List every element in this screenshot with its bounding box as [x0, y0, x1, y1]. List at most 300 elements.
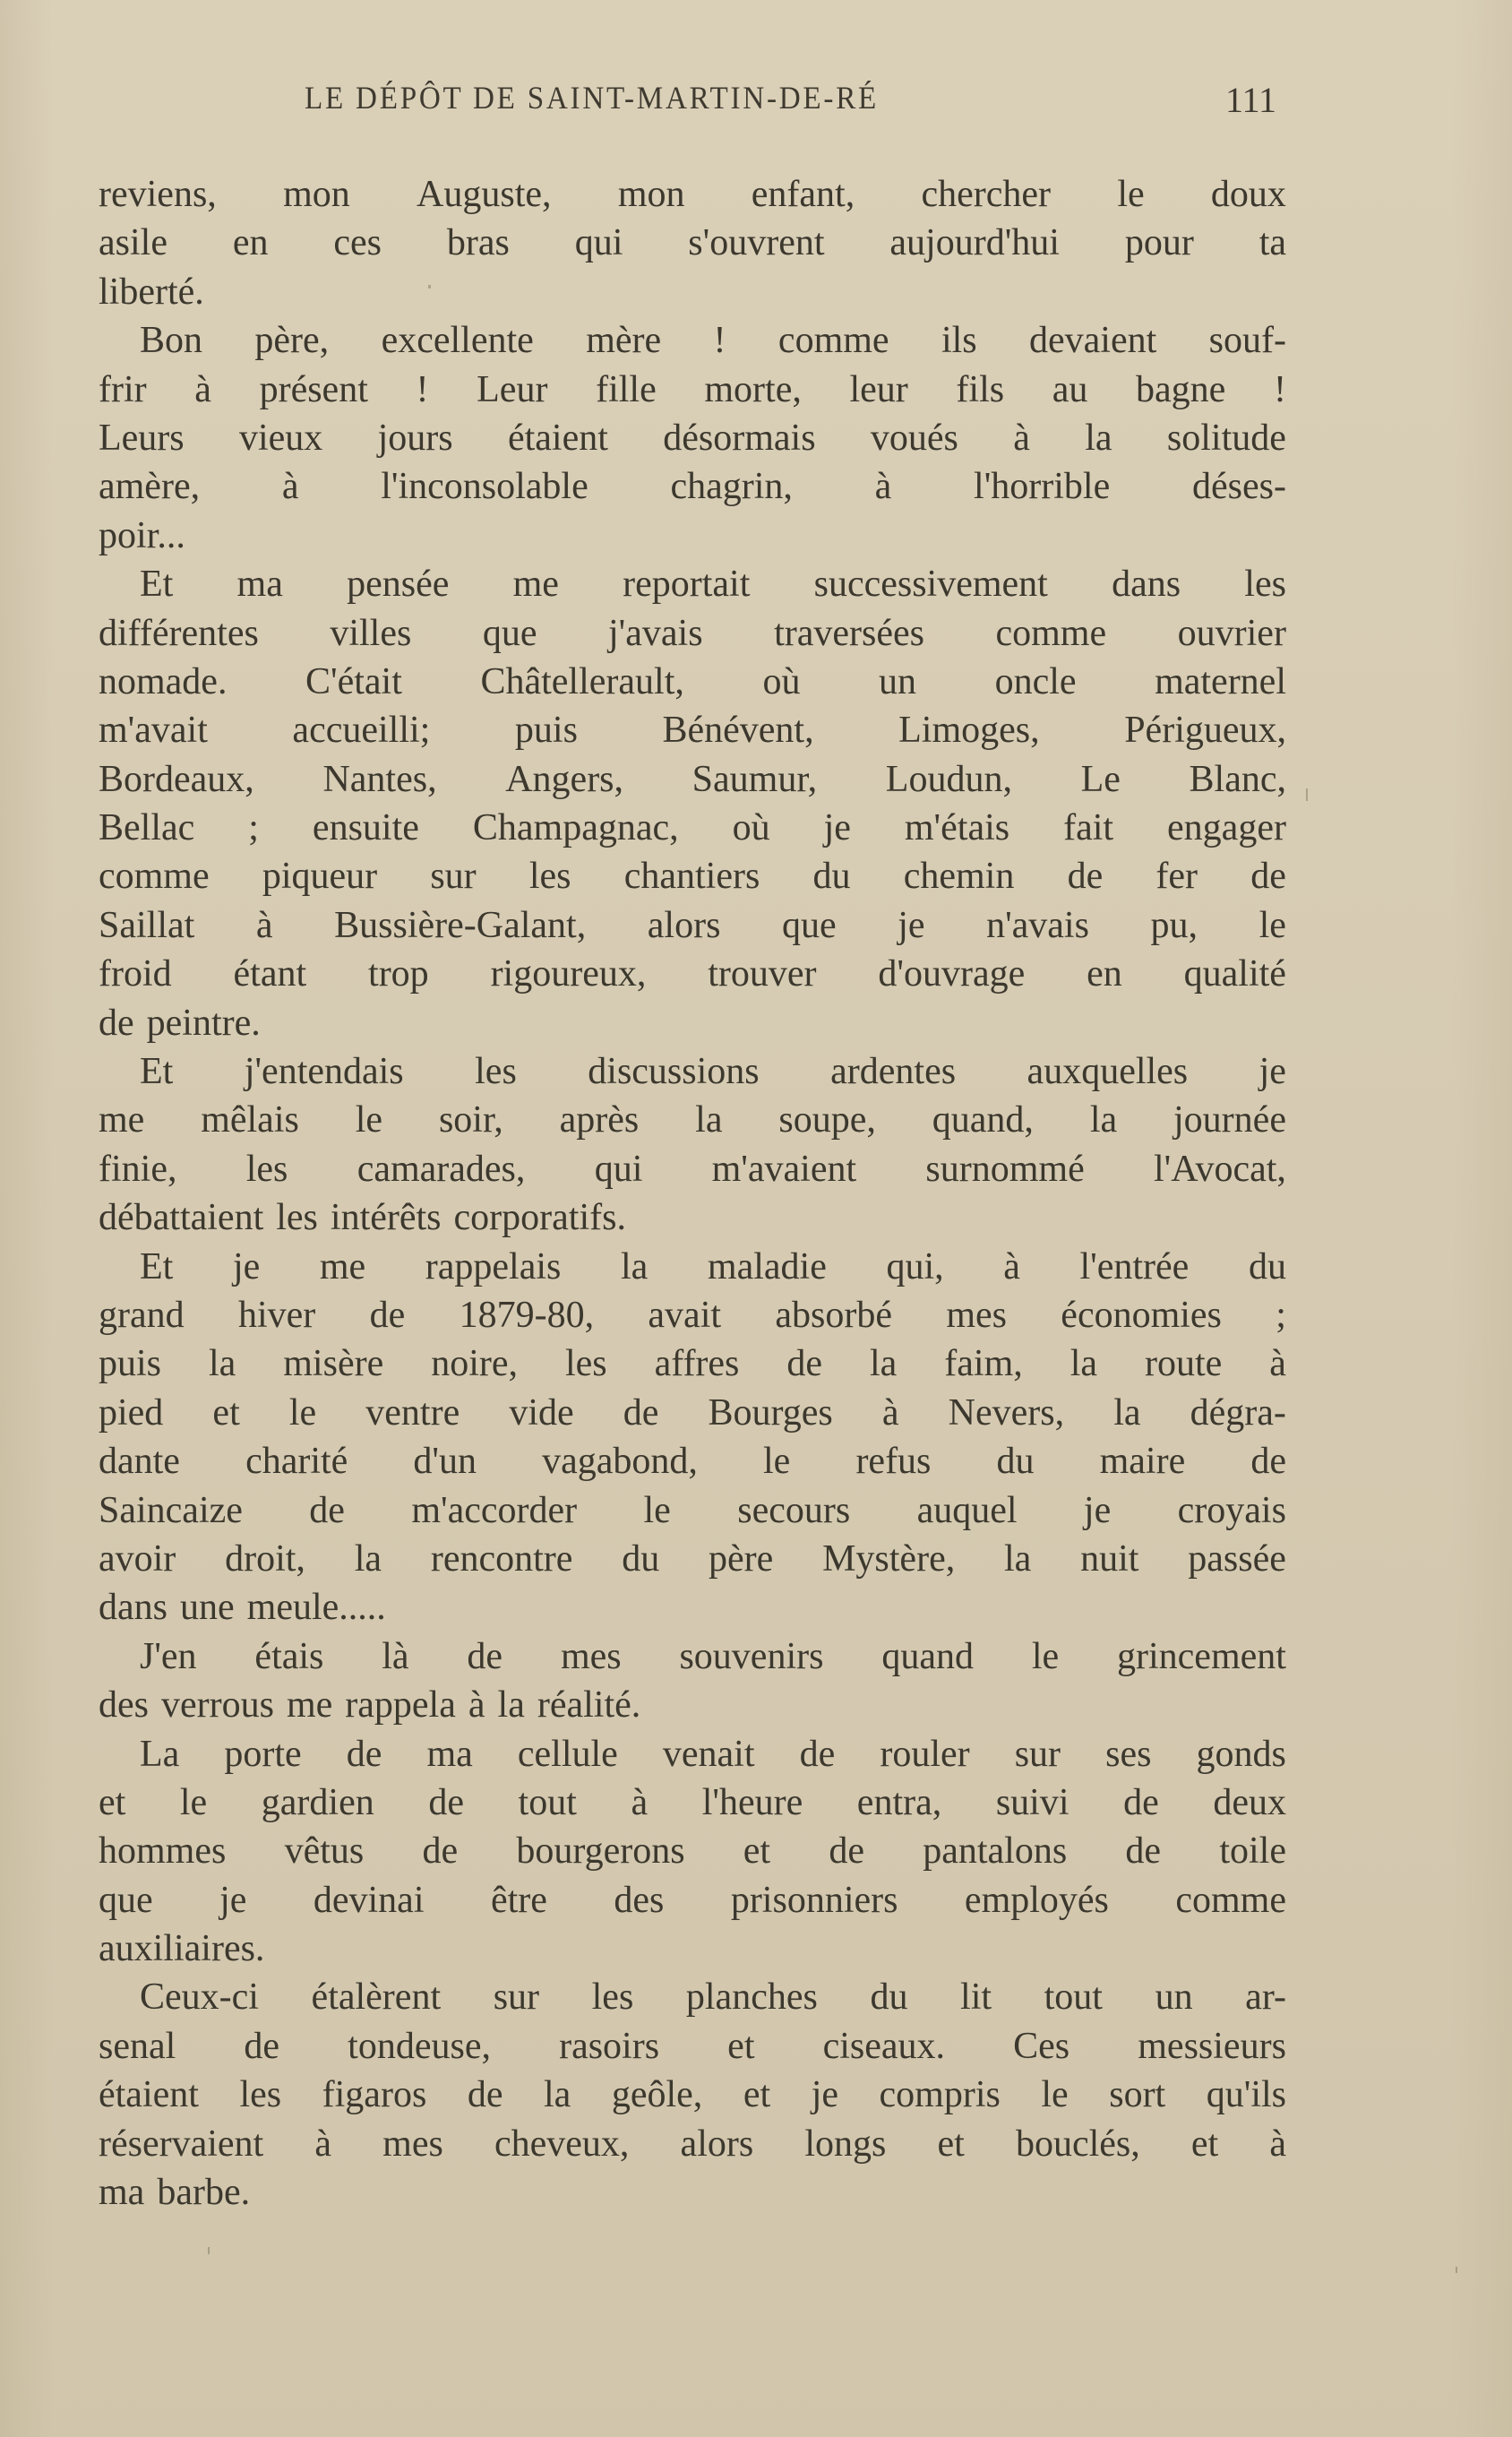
word: les [475, 1051, 517, 1093]
word: maternel [1155, 660, 1286, 702]
paper-speck [1456, 2267, 1457, 2273]
word: la [1113, 1391, 1141, 1434]
line-words [99, 366, 1286, 414]
word: je [1259, 1051, 1286, 1093]
line-words [99, 658, 1286, 706]
word: auxiliaires. [99, 1928, 265, 1970]
word: puis [514, 710, 578, 752]
word: à [1003, 1245, 1020, 1287]
word: soir, [438, 1099, 503, 1141]
line-words [99, 1096, 1286, 1144]
word: ta [1259, 222, 1286, 264]
word: et [743, 2074, 771, 2116]
word: misère [283, 1343, 384, 1385]
word: senal [99, 2025, 176, 2067]
word: des [614, 1879, 665, 1921]
word: le [1117, 174, 1145, 215]
word: venait [662, 1733, 755, 1775]
word: hommes [99, 1830, 227, 1873]
text-line [99, 1827, 1286, 1875]
word: du [812, 856, 851, 898]
word: étant [233, 953, 307, 995]
line-words [99, 2071, 1286, 2119]
text-line [99, 2168, 1286, 2217]
word: me [99, 1099, 145, 1141]
word: de [1125, 1830, 1162, 1873]
word: accueilli; [292, 710, 431, 752]
word: être [490, 1879, 547, 1921]
word: le [643, 1489, 671, 1531]
word: mes [560, 1635, 622, 1677]
word: porte [224, 1733, 302, 1775]
word: débattaient [99, 1197, 264, 1239]
word: la [1070, 1343, 1098, 1385]
text-line [99, 1291, 1286, 1339]
word: figaros [322, 2074, 427, 2116]
text-line [99, 1876, 1286, 1925]
word: l'heure [701, 1781, 803, 1823]
text-line [99, 1778, 1286, 1827]
word: Saincaize [99, 1489, 243, 1531]
word: des [99, 1684, 149, 1727]
word: le [1031, 1635, 1060, 1677]
word: comme [1175, 1879, 1286, 1921]
word: verrous [161, 1684, 274, 1727]
word: avait [648, 1294, 722, 1336]
word: ventre [365, 1391, 460, 1434]
word: Bénévent, [662, 710, 814, 752]
line-words [99, 999, 1286, 1047]
word: traversées [774, 612, 924, 654]
word: qui [594, 1148, 643, 1190]
word: à [314, 2123, 332, 2165]
word: J'en [140, 1635, 197, 1677]
word: en [1087, 953, 1122, 995]
text-line [99, 901, 1286, 950]
word: pantalons [923, 1830, 1068, 1873]
word: planches [685, 1976, 818, 2019]
word: fille [596, 368, 657, 410]
word: mère [586, 320, 662, 362]
word: rouler [880, 1733, 970, 1775]
word: Mystère, [822, 1537, 956, 1580]
word: étaient [507, 417, 608, 459]
line-words [99, 414, 1286, 462]
word: qui, [886, 1245, 944, 1287]
word: sur [1014, 1733, 1061, 1775]
line-words [140, 1632, 1286, 1681]
word: qui [574, 222, 623, 264]
line-words [99, 1486, 1286, 1535]
word: successivement [813, 564, 1048, 606]
word: du [622, 1537, 660, 1580]
text-line [99, 268, 1286, 316]
word: en [232, 222, 269, 264]
word: droit, [225, 1537, 305, 1580]
word: prisonniers [730, 1879, 898, 1921]
word: chercher [921, 174, 1052, 215]
word: devinai [313, 1879, 425, 1921]
word: de [467, 2074, 503, 2116]
line-words [99, 1876, 1286, 1925]
text-line [99, 755, 1286, 804]
word: une [180, 1587, 235, 1629]
word: fils [956, 368, 1005, 410]
text-line [99, 2022, 1286, 2071]
text-line [99, 1973, 1286, 2021]
word: longs [804, 2123, 887, 2165]
word: dégra- [1190, 1391, 1286, 1434]
word: messieurs [1138, 2025, 1286, 2067]
word: cheveux, [494, 2123, 630, 2165]
word: étalèrent [311, 1976, 442, 2019]
word: ma [99, 2172, 145, 2214]
text-line [99, 1583, 1286, 1632]
text-line [99, 1437, 1286, 1485]
word: mon [617, 174, 685, 215]
word: de [422, 1830, 459, 1873]
word: camarades, [357, 1148, 526, 1190]
word: lit [960, 1976, 992, 2019]
word: froid [99, 953, 172, 995]
word: rappelais [425, 1245, 562, 1287]
text-line [99, 1339, 1286, 1388]
word: Nantes, [322, 758, 437, 800]
word: mon [283, 174, 350, 215]
word: rappela [345, 1684, 456, 1727]
word: et [99, 1781, 126, 1823]
word: de [799, 1733, 836, 1775]
word: intérêts [330, 1197, 442, 1239]
line-words [99, 462, 1286, 511]
line-words [99, 1291, 1286, 1339]
word: bourgerons [516, 1830, 685, 1873]
word: n'avais [986, 904, 1089, 946]
word: du [1248, 1245, 1286, 1287]
word: comme [995, 612, 1107, 654]
word: suivi [995, 1781, 1070, 1823]
word: et [212, 1391, 240, 1434]
word: bagne [1136, 368, 1226, 410]
word: la [870, 1343, 898, 1385]
line-words [99, 706, 1286, 754]
word: dans [99, 1587, 168, 1629]
word: la [354, 1537, 382, 1580]
word: j'entendais [244, 1051, 404, 1093]
word: leur [849, 368, 908, 410]
word: et [937, 2123, 965, 2165]
word: les [276, 1197, 318, 1239]
word: asile [99, 222, 168, 264]
word: barbe. [157, 2172, 251, 2214]
word: déses- [1191, 466, 1286, 508]
word: pensée [347, 564, 450, 606]
word: Saumur, [692, 758, 818, 800]
word: me [512, 564, 559, 606]
word: noire, [431, 1343, 518, 1385]
word: ses [1105, 1733, 1152, 1775]
line-words [99, 268, 1286, 316]
text-line [99, 658, 1286, 706]
text-line [99, 366, 1286, 414]
word: finie, [99, 1148, 177, 1190]
word: villes [330, 612, 412, 654]
running-header [305, 79, 1290, 124]
word: Saillat [99, 904, 195, 946]
word: ces [333, 222, 382, 264]
word: je [219, 1879, 247, 1921]
word: trouver [708, 953, 817, 995]
line-words [140, 560, 1286, 608]
word: jours [377, 417, 453, 459]
word: chemin [903, 856, 1015, 898]
line-words [140, 1973, 1286, 2021]
running-title: LE DÉPÔT DE SAINT-MARTIN-DE-RÉ [305, 80, 880, 116]
word: du [996, 1441, 1035, 1483]
word: réalité. [537, 1684, 641, 1727]
word: auquel [916, 1489, 1018, 1531]
word: l'inconsolable [381, 466, 588, 508]
word: de [829, 1830, 864, 1873]
text-line [99, 1047, 1286, 1096]
word: chantiers [623, 856, 760, 898]
text-line [99, 1486, 1286, 1535]
line-words [99, 1778, 1286, 1827]
word: de [1067, 856, 1104, 898]
word: m'accorder [411, 1489, 578, 1531]
word: doux [1210, 174, 1286, 215]
word: à [1013, 417, 1030, 459]
word: de [346, 1733, 382, 1775]
word: les [245, 1148, 288, 1190]
word: nuit [1080, 1537, 1139, 1580]
line-words [99, 1681, 1286, 1729]
word: la [208, 1343, 236, 1385]
word: frir [99, 368, 147, 410]
word: la [620, 1245, 649, 1287]
line-words [99, 170, 1286, 219]
text-line [99, 1243, 1286, 1291]
line-words [99, 2168, 1286, 2217]
word: sort [1109, 2074, 1166, 2116]
word: soupe, [778, 1099, 876, 1141]
text-line [99, 1096, 1286, 1144]
word: quand [881, 1635, 974, 1677]
word: employés [964, 1879, 1109, 1921]
word: Leur [477, 368, 548, 410]
word: que [99, 1879, 153, 1921]
word: Le [1080, 758, 1121, 800]
word: passée [1188, 1537, 1286, 1580]
line-words [140, 1047, 1286, 1096]
word: trop [368, 953, 429, 995]
word: et [727, 2025, 755, 2067]
word: reviens, [99, 174, 217, 215]
word: secours [737, 1489, 851, 1531]
text-line [99, 1193, 1286, 1242]
word: sur [493, 1976, 540, 2019]
word: présent [259, 368, 368, 410]
text-line [99, 219, 1286, 267]
word: de [1123, 1781, 1159, 1823]
word: toile [1219, 1830, 1286, 1873]
word: père [709, 1537, 774, 1580]
word: réservaient [99, 2123, 264, 2165]
word: Loudun, [885, 758, 1012, 800]
word: excellente [381, 320, 534, 362]
text-line [99, 1145, 1286, 1193]
word: de [99, 1002, 134, 1044]
word: le [355, 1099, 383, 1141]
word: Ceux-ci [140, 1976, 259, 2019]
word: alors [680, 2123, 754, 2165]
word: C'était [305, 660, 402, 702]
line-words [99, 2022, 1286, 2071]
word: les [564, 1343, 607, 1385]
word: tondeuse, [348, 2025, 491, 2067]
word: et [743, 1830, 771, 1873]
word: voués [870, 417, 958, 459]
text-line [99, 852, 1286, 900]
word: journée [1173, 1099, 1286, 1141]
word: s'ouvrent [688, 222, 825, 264]
word: sur [430, 856, 477, 898]
word: le [288, 1391, 317, 1434]
text-line [99, 1730, 1286, 1778]
text-line [99, 1535, 1286, 1583]
word: le [763, 1441, 791, 1483]
word: de [428, 1781, 464, 1823]
word: de [1250, 1441, 1286, 1483]
word: nomade. [99, 660, 228, 702]
word: de [309, 1489, 345, 1531]
word: Et [140, 564, 174, 606]
text-line [99, 2071, 1286, 2119]
word: reportait [623, 564, 751, 606]
word: geôle, [611, 2074, 703, 2116]
word: un [1155, 1976, 1193, 2019]
word: de [244, 2025, 280, 2067]
line-words [99, 950, 1286, 998]
word: un [879, 660, 916, 702]
word: ouvrier [1177, 612, 1286, 654]
word: je [898, 904, 925, 946]
text-line [99, 170, 1286, 219]
word: différentes [99, 612, 259, 654]
line-words [99, 901, 1286, 950]
word: ; [1276, 1294, 1286, 1336]
word: au [1052, 368, 1088, 410]
word: vieux [238, 417, 323, 459]
word: quand, [932, 1099, 1034, 1141]
word: amère, [99, 466, 201, 508]
word: où [762, 660, 801, 702]
word: grincement [1117, 1635, 1286, 1677]
word: ar- [1245, 1976, 1286, 2019]
word: le [1259, 904, 1286, 946]
text-line [99, 1632, 1286, 1681]
word: l'entrée [1079, 1245, 1190, 1287]
line-words [99, 852, 1286, 900]
word: gonds [1196, 1733, 1286, 1775]
word: vagabond, [542, 1441, 698, 1483]
word: fer [1155, 856, 1198, 898]
word: Ces [1013, 2025, 1070, 2067]
word: Et [140, 1245, 174, 1287]
word: me [286, 1684, 333, 1727]
word: ils [941, 320, 977, 362]
word: charité [245, 1441, 348, 1483]
word: où [732, 807, 770, 849]
word: étais [254, 1635, 324, 1677]
line-words [99, 609, 1286, 658]
line-words [99, 1145, 1286, 1193]
word: ciseaux. [822, 2025, 946, 2067]
word: Et [140, 1051, 174, 1093]
word: puis [99, 1343, 162, 1385]
line-words [99, 1437, 1286, 1485]
word: la [695, 1099, 723, 1141]
word: route [1145, 1343, 1223, 1385]
word: à [1269, 2123, 1286, 2165]
word: auxquelles [1027, 1051, 1189, 1093]
word: de [1250, 856, 1286, 898]
word: et [1190, 2123, 1219, 2165]
text-line [99, 1925, 1286, 1973]
word: qualité [1183, 953, 1286, 995]
line-words [99, 804, 1286, 852]
word: croyais [1177, 1489, 1286, 1531]
word: aujourd'hui [889, 222, 1060, 264]
word: me [319, 1245, 366, 1287]
paper-speck [428, 285, 431, 288]
word: souvenirs [679, 1635, 824, 1677]
word: les [1244, 564, 1286, 606]
word: ardentes [830, 1051, 957, 1093]
word: que [482, 612, 537, 654]
word: maire [1099, 1441, 1186, 1483]
word: ! [1273, 368, 1286, 410]
paper-speck [208, 2247, 210, 2254]
word: ! [713, 320, 726, 362]
word: affres [654, 1343, 740, 1385]
text-line [99, 706, 1286, 754]
word: ma [236, 564, 283, 606]
page-number: 111 [1225, 80, 1277, 120]
word: piqueur [262, 856, 378, 898]
word: gardien [261, 1781, 374, 1823]
word: mes [382, 2123, 443, 2165]
word: deux [1213, 1781, 1286, 1823]
line-words [99, 2120, 1286, 2168]
word: compris [879, 2074, 1001, 2116]
text-line [99, 950, 1286, 998]
word: rigoureux, [490, 953, 647, 995]
word: je [1083, 1489, 1112, 1531]
word: hiver [237, 1294, 316, 1336]
word: Angers, [505, 758, 624, 800]
word: la [497, 1684, 525, 1727]
word: Bordeaux, [99, 758, 254, 800]
word: pu, [1150, 904, 1198, 946]
line-words [99, 1827, 1286, 1875]
word: souf- [1208, 320, 1286, 362]
word: vide [509, 1391, 574, 1434]
word: faim, [944, 1343, 1023, 1385]
word: 1879-80, [459, 1294, 595, 1336]
word: solitude [1166, 417, 1286, 459]
word: poir... [99, 514, 185, 556]
